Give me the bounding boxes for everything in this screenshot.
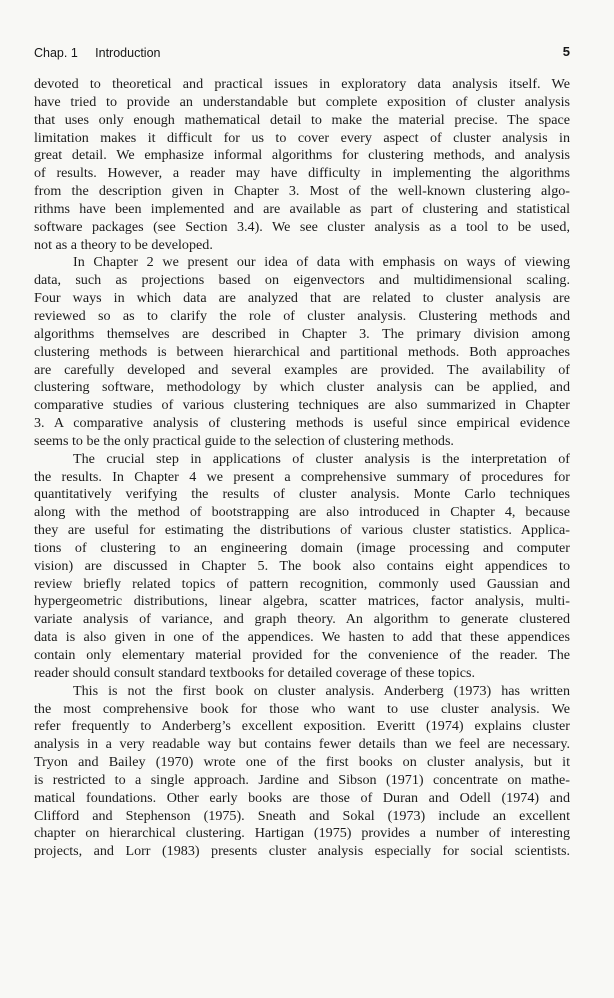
text-line: data is also given in one of the appendices. We hasten to add that these appendices [34,629,570,646]
text-line: devoted to theoretical and practical issues in exploratory data analysis itself. We [34,76,570,92]
text-line: the most comprehensive book for those who want to use cluster analysis. We [34,700,570,717]
text-line: clustering methods is between hierarchical and partitional methods. Both approaches [34,343,570,360]
text-line: vision) are discussed in Chapter 5. The book also contains eight appendices to [34,557,570,574]
chapter-title: Introduction [95,46,161,60]
text-line: The crucial step in applications of cluster analysis is the interpretation of [73,450,570,467]
text-line: clustering software, methodology by which cluster analysis can be applied, and [34,379,570,396]
text-line: Clifford and Stephenson (1975). Sneath and Sokal (1973) include an excellent [34,807,570,824]
text-line: great detail. We emphasize informal algorithms for clustering methods, and analysis [34,147,570,164]
text-line: analysis in a very readable way but contains fewer details than we feel are necessary. [34,736,570,753]
text-line: rithms have been implemented and are available as part of clustering and statistical [34,200,570,217]
text-line: reviewed so as to clarify the role of cluster analysis. Clustering methods and [34,307,570,324]
text-line: variate analysis of variance, and graph theory. An algorithm to generate clustered [34,611,570,628]
text-line: In Chapter 2 we present our idea of data with emphasis on ways of viewing [73,254,570,271]
text-line: is restricted to a single approach. Jardine and Sibson (1971) concentrate on mathe- [34,771,570,788]
text-line: the results. In Chapter 4 we present a comprehensive summary of procedures for [34,468,570,485]
text-line: refer frequently to Anderberg’s excellent exposition. Everitt (1974) explains cluster [34,718,570,735]
text-line: matical foundations. Other early books are those of Duran and Odell (1974) and [34,789,570,806]
text-line: quantitatively verifying the results of cluster analysis. Monte Carlo techniques [34,486,570,503]
text-line: seems to be the only practical guide to the selection of clustering methods. [34,432,454,449]
page-number: 5 [562,44,570,59]
text-line: from the description given in Chapter 3. Most of the well-known clustering algo- [34,183,570,200]
text-line: that uses only enough mathematical detail to make the material precise. The space [34,111,570,128]
running-header [34,46,570,64]
text-line: chapter on hierarchical clustering. Hartigan (1975) provides a number of interesting [34,825,570,842]
text-line: Tryon and Bailey (1970) wrote one of the first books on cluster analysis, but it [34,754,570,771]
text-line: along with the method of bootstrapping are also introduced in Chapter 4, because [34,504,570,521]
text-line: limitation makes it difficult for us to cover every aspect of cluster analysis in [34,129,570,146]
text-line: This is not the first book on cluster analysis. Anderberg (1973) has written [73,682,570,699]
text-line: 3. A comparative analysis of clustering methods is useful since empirical evidence [34,415,570,432]
text-line: data, such as projections based on eigenvectors and multidimensional scaling. [34,272,570,289]
text-line: hypergeometric distributions, linear algebra, scatter matrices, factor analysis, multi- [34,593,570,610]
text-line: projects, and Lorr (1983) presents cluster analysis especially for social scientists. [34,843,570,860]
text-line: review briefly related topics of pattern recognition, commonly used Gaussian and [34,575,570,592]
text-line: contain only elementary material provided for the convenience of the reader. The [34,647,570,663]
text-line: of results. However, a reader may have difficulty in implementing the algorithms [34,165,570,182]
running-header-chapter [34,46,160,60]
text-line: have tried to provide an understandable but complete exposition of cluster analysis [34,93,570,110]
text-line: are carefully developed and several examples are provided. The availability of [34,361,570,378]
text-line: Four ways in which data are analyzed that are related to cluster analysis are [34,290,570,307]
text-line: not as a theory to be developed. [34,236,213,253]
text-line: algorithms themselves are described in Chapter 3. The primary division among [34,325,570,342]
text-line: they are useful for estimating the distributions of various cluster statistics. Applica- [34,522,570,539]
text-line: tions of clustering to an engineering domain (image processing and computer [34,539,570,556]
text-line: software packages (see Section 3.4). We see cluster analysis as a tool to be used, [34,218,570,235]
text-line: reader should consult standard textbooks for detailed coverage of these topics. [34,664,476,681]
body-text [34,76,570,861]
text-line: comparative studies of various clustering techniques are also summarized in Chapter [34,397,570,414]
chapter-label: Chap. 1 [34,46,78,60]
